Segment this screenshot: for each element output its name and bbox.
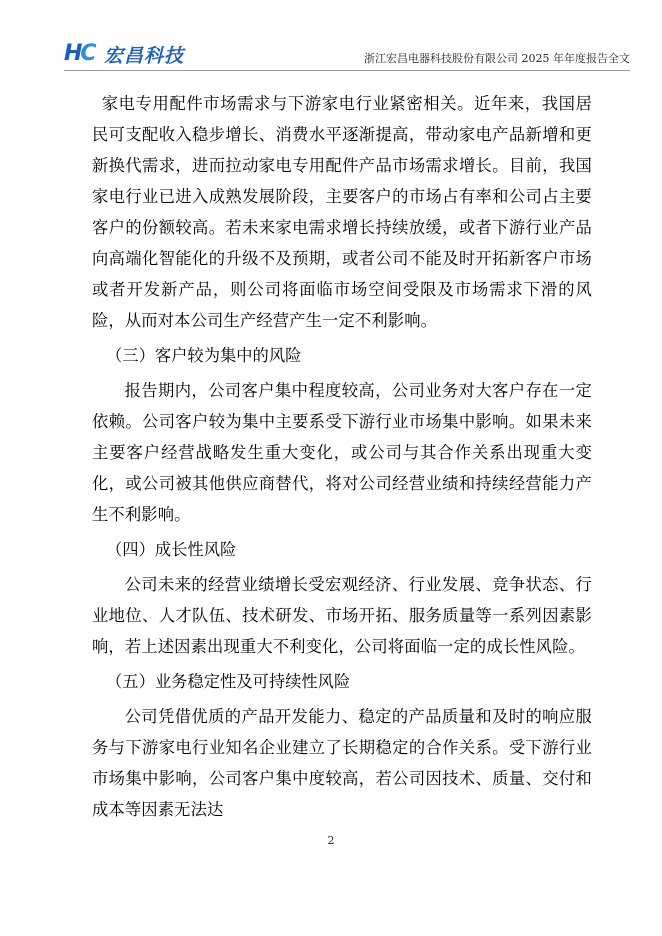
company-logo: [64, 40, 184, 68]
paragraph-growth-risk: 公司未来的经营业绩增长受宏观经济、行业发展、竞争状态、行业地位、人才队伍、技术研发、市场开拓、服务质量等一系列因素影响，若上述因素出现重大不利变化，公司将面临一定的成长性风险。: [92, 575, 592, 656]
logo-text: 宏昌科技: [104, 44, 185, 67]
paragraph-market-demand: 家电专用配件市场需求与下游家电行业紧密相关。近年来，我国居民可支配收入稳步增长、消费水平逐渐提高，带动家电产品新增和更新换代需求，进而拉动家电专用配件产品市场需求增长。目前，我国家电行业已进入成熟发展阶段，主要客户的市场占有率和公司占主要客户的份额较高。若未来家电需求增长持续放缓，或者下游行业产品向高端化智能化的升级不及预期，或者公司不能及时开拓新客户市场或者开发新产品，则公司将面临市场空间受限及市场需求下滑的风险，从而对本公司生产经营产生一定不利影响。: [92, 94, 592, 330]
logo-mark-h: H: [64, 41, 81, 66]
page-number: 2: [327, 834, 335, 847]
paragraph-business-stability: 公司凭借优质的产品开发能力、稳定的产品质量和及时的响应服务与下游家电行业知名企业建立了长期稳定的合作关系。受下游行业市场集中影响，公司客户集中度较高，若公司因技术、质量、交付和成本等因素无法达: [92, 707, 592, 819]
logo-mark-c: C: [80, 41, 95, 66]
report-title: 浙江宏昌电器科技股份有限公司 2025 年年度报告全文: [364, 52, 630, 65]
section-heading-business-stability: （五）业务稳定性及可持续性风险: [106, 672, 351, 691]
document-body: [92, 88, 592, 827]
page-header: [64, 40, 630, 71]
paragraph-customer-concentration: 报告期内，公司客户集中程度较高，公司业务对大客户存在一定依赖。公司客户较为集中主要系受下游行业市场集中影响。如果未来主要客户经营战略发生重大变化，或公司与其合作关系出现重大变化，或公司被其他供应商替代，将对公司经营业绩和持续经营能力产生不利影响。: [92, 381, 592, 524]
section-heading-customer-concentration: （三）客户较为集中的风险: [106, 346, 302, 365]
section-heading-growth-risk: （四）成长性风险: [106, 540, 237, 559]
logo-mark-icon: [64, 42, 102, 66]
